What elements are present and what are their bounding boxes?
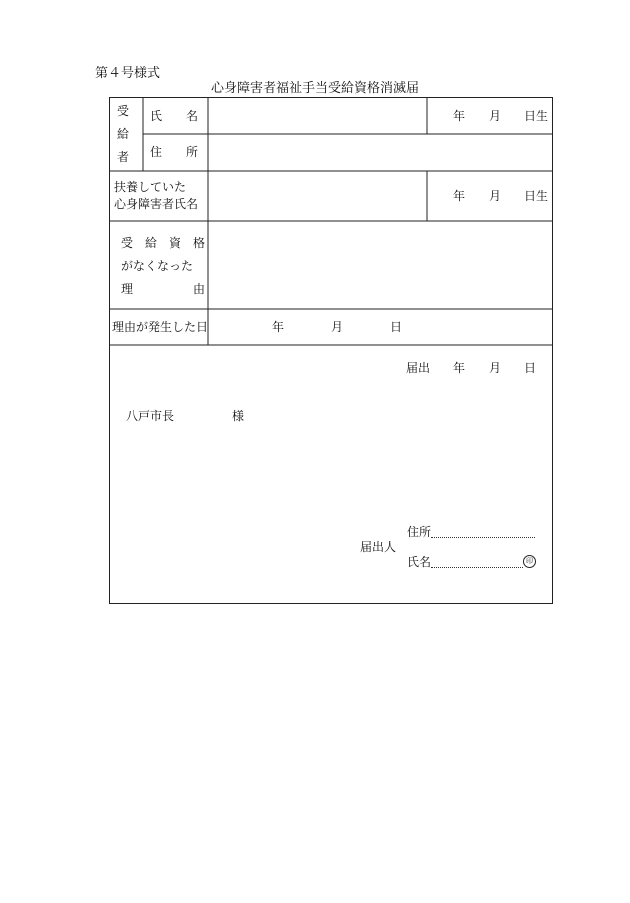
occurrence-day-label: 日 [390,320,403,334]
applicant-name-line[interactable] [431,567,523,568]
occurrence-month-label: 月 [331,320,344,334]
submission-month-label: 月 [489,361,502,375]
dependent-birth-day-label: 日生 [524,189,549,203]
submission-year-label: 年 [453,361,466,375]
addressee: 八戸市長 [126,409,175,423]
applicant-name-label: 氏名 [407,555,432,569]
submission-date-label: 届出 [406,361,431,375]
addressee-honorific: 様 [232,409,245,423]
recipient-label-char: 者 [116,150,129,164]
dependent-birth-month-label: 月 [489,189,502,203]
recipient-label-char: 受 [116,104,129,118]
occurrence-date-label: 理由が発生した日 [112,320,209,334]
dependent-birth-year-label: 年 [453,189,466,203]
recipient-birth-year-label: 年 [453,109,466,123]
recipient-address-label: 住 所 [150,145,199,159]
recipient-address-field[interactable] [210,136,551,169]
seal-mark: 印 [523,555,536,568]
reason-label-line1: 受 給 資 格 [121,236,206,250]
reason-field[interactable] [210,223,551,307]
occurrence-year-label: 年 [272,320,285,334]
dependent-label-line1: 扶養していた [114,180,187,194]
reason-label-line2: がなくなった [121,259,194,273]
recipient-birth-day-label: 日生 [524,109,549,123]
recipient-name-field[interactable] [210,99,426,133]
recipient-label-char: 給 [116,127,129,141]
document-title: 心身障害者福祉手当受給資格消滅届 [210,81,419,96]
dependent-label-line2: 心身障害者氏名 [114,197,199,211]
recipient-birth-month-label: 月 [489,109,502,123]
submission-day-label: 日 [524,361,537,375]
dependent-name-field[interactable] [210,173,426,219]
applicant-address-line[interactable] [431,537,535,538]
applicant-address-label: 住所 [407,525,432,539]
applicant-label: 届出人 [360,540,397,554]
recipient-name-label: 氏 名 [150,109,199,123]
form-number: 第４号様式 [95,66,161,81]
reason-label-line3: 理 由 [121,282,206,296]
